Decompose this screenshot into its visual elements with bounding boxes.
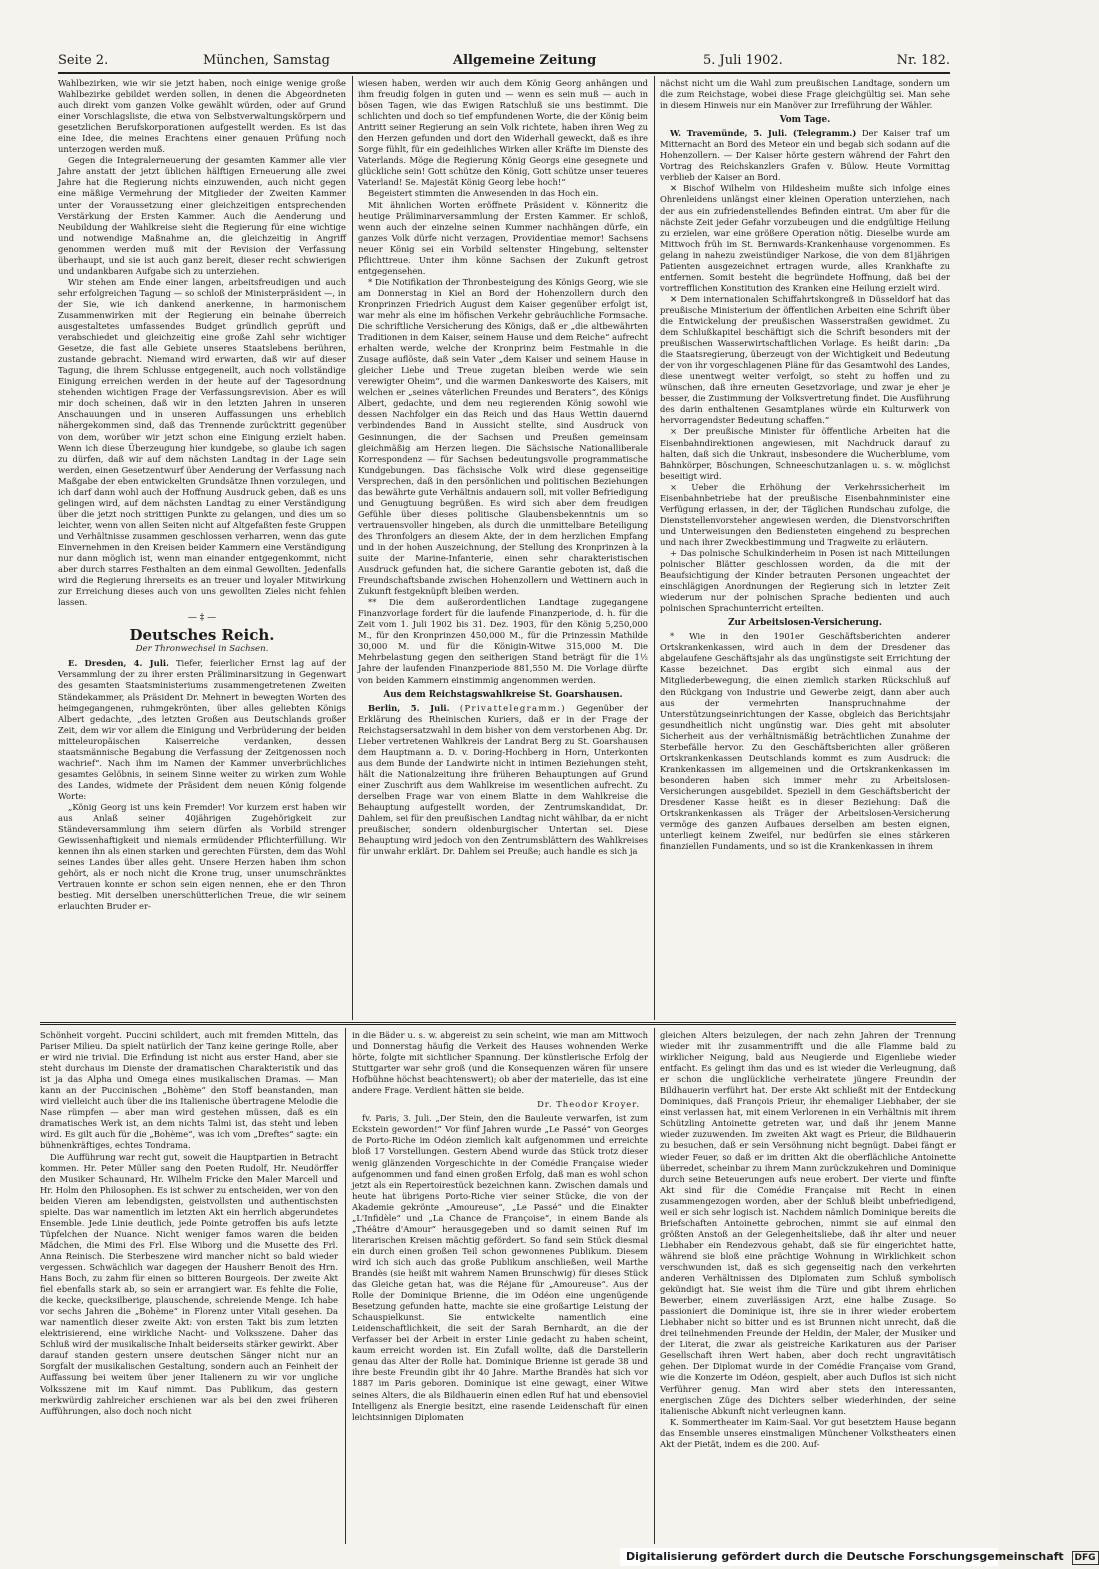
column-divider	[352, 76, 353, 1020]
col1-paragraph: Tiefer, feierlicher Ernst lag auf der Versammlung der zu ihrer ersten Präliminarsitzung in Gegenwart des gesamten Staatsministeriums zusammengetretenen Zweiten Ständekammer, als Präsident Dr. Mehnert in bewegten Worten des heimgegangenen, ruhmgekrönten, über alles geliebten Königs Albert gedachte, „des letzten Großen aus Deutschlands großer Zeit, dem wir vor allem die Einigung und Verbrüderung der beiden mitteleuropäischen Kaiserreiche verdanken, dessen staatsmännische Begabung die Verfassung der Zeitgenossen noch wachrief“. Nach ihm im Namen der Kammer unverbrüchliches gesamtes Gelöbnis, in seinem Sinne weiter zu wirken zum Wohle des Landes, widmete der Präsident dem neuen König folgende Worte:	[58, 658, 346, 801]
telegram-label: (Privattelegramm.)	[459, 702, 566, 713]
credit-text: Digitalisierung gefördert durch die Deutsche Forschungsgemeinschaft	[626, 1550, 1064, 1563]
article-heading: Vom Tage.	[779, 115, 831, 126]
issue-date: 5. Juli 1902.	[703, 53, 783, 68]
feuilleton-column-2	[352, 1030, 648, 1540]
col3-paragraph: ✕ Dem internationalen Schiffahrtskongreß in Düsseldorf hat das preußische Ministerium der öffentlichen Arbeiten eine Schrift über die Entwickelung der preußischen Wasserstraßen gewidmet. Zu dem Schlußkapitel beschäftigt sich die Schrift besonders mit der preußischen Wasserwirtschaftlichen Vorlage. Es heißt darin: „Da die Staatsregierung, überzeugt von der Wichtigkeit und Bedeutung der von ihr vorgeschlagenen Pläne für das Gesamtwohl des Landes, diese unentwegt weiter verfolgt, so steht zu hoffen und zu wünschen, daß ihre erneuten Gesetzvorlage, und zwar je eher je besser, die Zustimmung der Volksvertretung findet. Die Ausführung des darin enthaltenen Gesamtplanes würde ein Kulturwerk von hervorragendster Bedeutung schaffen.“	[660, 293, 950, 426]
dateline: Berlin, 5. Juli.	[368, 702, 450, 713]
feuilleton-paragraph: Die Aufführung war recht gut, soweit die Hauptpartien in Betracht kommen. Hr. Peter Müller sang den Poeten Rudolf, Hr. Neudörffer den Musiker Schaunard, Hr. Wilhelm Fricke den Maler Marcell und Hr. Holm den Philosophen. Es ist schwer zu entscheiden, wer von den beiden Vieren am lebendigsten, geistvollsten und authentischsten spielte. Das war namentlich im letzten Akt ein herrlich abgerundetes Ensemble. Jede Linie deutlich, jede Pointe getroffen bis aufs letzte Tüpfelchen der Nuance. Nicht weniger famos waren die beiden Mädchen, die Mimi des Frl. Else Wiborg und die Musette des Frl. Anna Reinisch. Die Sterbeszene wird mancher nicht so bald wieder vergessen. Schwächlich war dagegen der Hausherr Benoit des Hrn. Hans Boch, zu zahm für einen so bitteren Bourgeois. Der zweite Akt fiel ebenfalls stark ab, so sein er arrangiert war. Es fehlte die Folie, die kecke, quecksilberige, plauschende, schreiende Menge. Ich habe vor sechs Jahren die „Bohème“ in Florenz unter Vitali gesehen. Da war namentlich dieser zweite Akt: von ersten Takt bis zum letzten elektrisierend, eine wirkliche Nacht- und Volksszene. Daher das Schluß wird der musikalische Inhalt beiderseits stärker gewirkt. Aber darauf standen gestern unsere deutschen Sänger nicht nur an Sorgfalt der musikalischen Gestaltung, sondern auch an Feinheit der Auffassung bei weitem über jener Italienern zu wir vor ungliche Volksszene mit im Kauf nimmt. Das Publikum, das gestern merkwürdig zahlreicher erschienen war als bei den zwei früheren Aufführungen, also doch noch nicht	[40, 1151, 338, 1416]
col3-paragraph: + Das polnische Schulkinderheim in Posen ist nach Mitteilungen polnischer Blätter geschlossen worden, da die mit der Beaufsichtigung der Kinder betrauten Personen ungeachtet der einschlägigen Anordnungen der Regierung sich in letzter Zeit wiederum nur der polnischen Sprache bedienten und auch polnischen Sprachunterricht erteilten.	[660, 547, 950, 614]
section-title: Deutsches Reich.	[129, 626, 275, 645]
col2-paragraph: * Die Notifikation der Thronbesteigung des Königs Georg, wie sie am Donnerstag in Kiel an Bord der Hohenzollern durch den Kronprinzen Friedrich August dem Kaiser gegenüber erfolgt ist, war mehr als eine im höfischen Verkehr gebräuchliche Formsache. Die schriftliche Versicherung des Königs, daß er „die altbewährten Traditionen in dem Kaiser, seinem Hause und dem Reiche“ aufrecht erhalten werde, welche der Kronprinz beim Festmahle in die Zusage auflöste, daß sein Vater „dem Kaiser und seinem Hause in gleicher Liebe und Treue zugetan bleiben werde wie sein verewigter Oheim“, und die warmen Dankesworte des Kaisers, mit welchen er „seines väterlichen Freundes und Beraters“, des Königs Albert, gedachte, und dem neu regierenden König sowohl wie dessen Nachfolger ein das Reich und das Haus Wettin dauernd verbindendes Band in Aussicht stellte, sind Ausdruck von Gesinnungen, die der Sachsen und Preußen gemeinsam gleichmäßig am Herzen liegen. Die Sächsische Nationalliberale Korrespondenz — für Sachsen bedeutungsvolle programmatische Kundgebungen. Das fächsische Volk wird diese gegenseitige Versprechen, daß in den persönlichen und politischen Beziehungen das bewährte gute Verhältnis andauern soll, mit voller Befriedigung und Genugtuung begrüßen. Es wird sich aber dem freudigen Gefühle über dieses politische Glaubensbekenntnis um so vertrauensvoller hingeben, als durch die unmittelbare Beteiligung des Thronfolgers an diesem Akte, der in dem herzlichen Empfang und in der hohen Auszeichnung, der Stellung des Kronprinzen à la suite der Marine-Infanterie, einen sehr charakteristischen Ausdruck gefunden hat, die sichere Garantie geboten ist, daß die Freundschaftsbande zwischen Hohenzollern und Wettinern auch in Zukunft festgeknüpft bleiben werden.	[358, 276, 648, 597]
col2-paragraph: Mit ähnlichen Worten eröffnete Präsident v. Könneritz die heutige Präliminarversammlung der Ersten Kammer. Er schloß, wenn auch der einzelne seinen Kummer nachhängen dürfe, ein ganzes Volk dürfe nicht verzagen, Providentiae memor! Sachsens neuer König sei ein Vorbild seltenster Hingebung, seltenster Pflichttreue. Unter ihm könne Sachsen der Zukunft getrost entgegensehen.	[358, 199, 648, 276]
col3-paragraph: × Der preußische Minister für öffentliche Arbeiten hat die Eisenbahndirektionen angewiesen, mit Nachdruck darauf zu halten, daß sich die Unkraut, insbesondere die Wucherblume, vom Bahnkörper, Böschungen, Schneeschutzanlagen u. s. w. möglichst beseitigt wird.	[660, 426, 950, 481]
col2-paragraph: Gegenüber der Erklärung des Rheinischen Kuriers, daß er in der Frage der Reichstagsersatzwahl in dem bisher von dem verstorbenen Abg. Dr. Lieber vertretenen Wahlkreis der Landrat Berg zu St. Goarshausen dem Hauptmann a. D. v. Doring-Hochberg in Horn, Unterkonten aus dem Bunde der Landwirte nicht in intimen Beziehungen steht, hält die Nationalzeitung ihre früheren Behauptungen auf Grund einer Zuschrift aus dem Wahlkreise im wesentlichen aufrecht. Zu derselben Frage war von einem Blatte in dem Wahlkreise die Behauptung aufgestellt worden, der Zentrumskandidat, Dr. Dahlem, sei für den preußischen Landtag nicht wählbar, da er nicht preußischer, sondern oldenburgischer Untertan sei. Diese Behauptung wird jedoch von den Zentrumsblättern des Wahlkreises für unwahr erklärt. Dr. Dahlem sei Preuße; auch handle es sich ja	[358, 702, 648, 857]
column-divider	[654, 76, 655, 1020]
col3-paragraph: Der Kaiser traf um Mitternacht an Bord des Meteor ein und begab sich sodann auf die Hohenzollern. — Der Kaiser hörte gestern während der Fahrt den Vortrag des Reichskanzlers Grafen v. Bülow. Heute Vormittag verblieb der Kaiser an Bord.	[660, 128, 950, 183]
page-number: Seite 2.	[58, 53, 109, 68]
ornament-divider: — ‡ —	[187, 613, 217, 624]
col2-paragraph: ** Die dem außerordentlichen Landtage zugegangene Finanzvorlage fordert für die laufende Finanzperiode, d. h. für die Zeit vom 1. Juli 1902 bis 31. Dez. 1903, für den König 5,250,000 M., für den Kronprinzen 450,000 M., für die Prinzessin Mathilde 30,000 M. und für die Königin-Witwe 315,000 M. Die Mehrbelastung gegen den seitherigen Stand beträgt für die 1½ Jahre der laufenden Finanzperiode 881,550 M. Die Vorlage dürfte von beiden Kammern einstimmig angenommen werden.	[358, 597, 648, 685]
column-2	[358, 78, 648, 1016]
column-divider	[654, 1028, 655, 1544]
newspaper-title: Allgemeine Zeitung	[453, 53, 597, 68]
digitization-credit	[620, 1548, 1096, 1566]
feuilleton-divider	[40, 1022, 956, 1025]
col1-paragraph: Wahlbezirken, wie wir sie jetzt haben, noch einige wenige große Wahlbezirke gebildet werden sollen, in denen die Abgeordneten auch direkt vom ganzen Volke gewählt würden, oder auf Grund einer Vorschlagsliste, die etwa von Selbstverwaltungskörpern und gesetzlichen Berufskorporationen aufgestellt werden. Es ist das eine Idee, die meines Erachtens einer genauen Prüfung noch unterzogen werden muß.	[58, 78, 346, 155]
col3-paragraph: ✕ Bischof Wilhelm von Hildesheim mußte sich infolge eines Ohrenleidens unlängst einer kleinen Operation unterziehen, nach der aus ein zufriedenstellendes Befinden eintrat. Um aber für die nächste Zeit jeder Gefahr vorzubeugen und die endgültige Heilung zu erzielen, war eine größere Operation nötig. Dieselbe wurde am Mittwoch früh im St. Bernwards-Krankenhause vorgenommen. Es gelang in nahezu zweistündiger Narkose, die von dem 81jährigen Patienten ausgezeichnet ertragen wurde, alles Krankhafte zu entfernen. Somit besteht die begründete Hoffnung, daß bei der vortrefflichen Konstitution des Kranken eine Heilung erzielt wird.	[660, 183, 950, 293]
article-heading: Aus dem Reichstagswahlkreise St. Goarshausen.	[383, 689, 623, 700]
feuilleton-paragraph: K. Sommertheater im Kaim-Saal. Vor gut besetztem Hause begann das Ensemble unseres einstmaligen Münchener Volkstheaters einen Akt der Pietät, indem es die 200. Auf-	[660, 1416, 956, 1449]
feuilleton-paragraph: fv. Paris, 3. Juli. „Der Stein, den die Bauleute verwarfen, ist zum Eckstein geworden!“ Vor fünf Jahren wurde „Le Passé“ von Georges de Porto-Riche im Odéon ziemlich kalt aufgenommen und erreichte bloß 17 Vorstellungen. Gestern Abend wurde das Stück trotz dieser wenig glänzenden Vorgeschichte in der Comédie Française wieder aufgenommen und fand einen großen Erfolg, daß man es wohl schon jetzt als ein Repertoirestück bezeichnen kann. Zwischen damals und heute hat übrigens Porto-Riche vier seiner Stücke, die von der Akademie gekrönte „Amoureuse“, „Le Passé“ und die Einakter „L'Infidèle“ und „La Chance de Françoise“, in einem Bande als „Théâtre d'Amour“ herausgegeben und so damit seinen Ruf im literarischen Kreisen mächtig gefördert. So fand sein Stück diesmal ein durch einen großen Teil schon gewonnenes Publikum. Diesem wird ich sich auch das große Publikum anschließen, weil Marthe Brandès (sie heißt mit wahrem Namen Brunschwig) für dieses Stück das Gleiche getan hat, was die Réjane für „Amoureuse“. Aus der Rolle der Dominique Brienne, die im Odéon eine ungenügende Besetzung gefunden hatte, machte sie eine großartige Leistung der Schauspielkunst. Sie entwickelte namentlich eine Leidenschaftlichkeit, die seit der Sarah Bernhardt, an die der Verfasser bei der Arbeit in erster Linie gedacht zu haben scheint, kaum erreicht worden ist. Ein Zufall wollte, daß die Darstellerin genau das Alter der Rolle hat. Dominique Brienne ist gerade 38 und ihre beste Freundin gibt ihr 40 Jahre. Marthe Brandès hat sich vor 1887 im Paris geboren. Dominique ist eine gewagt, einer Witwe seines Alters, die als Bildhauerin einen edlen Ruf hat und ebensoviel Intelligenz als Energie besitzt, eine rasende Leidenschaft für einen leichtsinnigen Diplomaten	[352, 1113, 648, 1422]
column-divider	[345, 1028, 346, 1544]
col1-paragraph: Wir stehen am Ende einer langen, arbeitsfreudigen und auch sehr erfolgreichen Tagung — so schloß der Ministerpräsident —, in der Sie, wie ich dankend anerkenne, in harmonischem Zusammenwirken mit der Regierung ein beinahe überreich ausgestaltetes umfassendes Budget gründlich geprüft und verabschiedet und gleichzeitig eine große Zahl sehr wichtiger Gesetze, die fast alle Gebiete unseres Staatslebens berühren, zustande gebracht. Niemand wird erwarten, daß wir auf dieser Tagung, die ihrem Schlusse entgegeneilt, auch noch vollständige Einigung erreichen werden in der heute auf der Tagesordnung stehenden wichtigen Frage der Verfassungsrevision. Aber es will mir doch scheinen, daß wir in den letzten Jahren in unseren Anschauungen und in unseren Auffassungen uns erheblich nähergekommen sind, daß das Trennende zurücktritt gegenüber von dem, worüber wir jetzt schon eine Einigung erzielt haben. Wenn ich diese Überzeugung hier kundgebe, so glaube ich sagen zu dürfen, daß wir auf dem nächsten Landtag in der Lage sein werden, einen Gesetzentwurf über Aenderung der Verfassung nach Maßgabe der eben entwickelten Grundsätze Ihnen vorzulegen, und ich darf dann wohl auch der Hoffnung Ausdruck geben, daß es uns gelingen wird, auf dem nächsten Landtag zu einer Verständigung über die jetzt noch strittigen Punkte zu gelangen, und dies um so leichter, wenn von allen Seiten nicht auf Altgefaßten feste Gruppen und Verhältnisse zusammen geschlossen verharren, wenn das gute Einvernehmen in den Kreisen beider Kammern eine Verständigung nur dann möglich ist, wenn man einander entgegenkommt, nicht aber durch starres Festhalten an dem einmal Gewollten. Jedenfalls wird die Regierung ihrerseits es an treuer und loyaler Mitwirkung zur Erreichung dieses auch von uns gewollten Zieles nicht fehlen lassen.	[58, 276, 346, 608]
page-header	[58, 50, 950, 72]
header-rule	[58, 72, 950, 74]
column-1	[58, 78, 346, 1016]
col3-paragraph: * Wie in den 1901er Geschäftsberichten anderer Ortskrankenkassen, wird auch in dem der Dresdener das abgelaufene Geschäftsjahr als das ungünstigste seit Errichtung der Kasse bezeichnet. Das ergibt sich einmal aus der Mitgliederbewegung, die einen ziemlich starken Rückschluß auf den Rückgang von Industrie und Gewerbe zeigt, dann aber auch aus der vermehrten Inanspruchnahme der Unterstützungseinrichtungen der Kasse, obgleich das Berichtsjahr gesundheitlich nicht ungünstig war. Dies geht mit absoluter Sicherheit aus der verhältnismäßig beträchtlichen Zunahme der Sterbefälle hervor. Zu den Geschäftsberichten aller größeren Ortskrankenkassen Deutschlands kommt es zum Ausdruck: die Krankenkassen im allgemeinen und die Ortskrankenkassen im besonderen haben sich immer mehr zu Arbeitslosen-Versicherungen ausgebildet. Speziell in dem Geschäftsbericht der Dresdener Kasse heißt es in dieser Beziehung: Daß die Ortskrankenkassen als Träger der Arbeitslosen-Versicherung vermöge des ganzen Aufbaues derselben am besten eignen, unterliegt keinem Zweifel, nur bedürfen sie eines stärkeren finanziellen Fundaments, und so ist die Krankenkassen in ihrem	[660, 631, 950, 852]
feuilleton-paragraph: Schönheit vorgeht. Puccini schildert, auch mit fremden Mitteln, das Pariser Milieu. Da spielt natürlich der Tanz keine geringe Rolle, aber er wird nie trivial. Die Erfindung ist nicht aus erster Hand, aber sie steht durchaus im Dienste der dramatischen Charakteristik und das ist ja das Alpha und Omega eines musikalischen Dramas. — Man kann an der Puccinischen „Bohème“ den Stoff beanstanden, man wird vielleicht auch über die ins Italienische übertragene Melodie die Nase rümpfen — aber man wird gestehen müssen, daß es ein dramatisches Werk ist, an dem nichts Talmi ist, das steht und leben wird. Es gilt auch für die „Bohème“, was ich vom „Dreftes“ sagte: ein bühnenkräftiges, echtes Tondrama.	[40, 1030, 338, 1151]
col1-paragraph: Gegen die Integralerneuerung der gesamten Kammer alle vier Jahre anstatt der jetzt üblichen hälftigen Erneuerung alle zwei Jahre hat die Regierung nichts einzuwenden, auch nicht gegen eine mäßige Vermehrung der Mitglieder der Zweiten Kammer unter der Voraussetzung einer gleichzeitigen entsprechenden Verstärkung der Ersten Kammer. Auch die Aenderung und Neubildung der Wahlkreise sieht die Regierung für eine wichtige und notwendige Maßnahme an, die gleichzeitig in Angriff genommen werden muß mit der Revision der Verfassung überhaupt, und sie ist auch ganz bereit, dieser recht schwierigen und undankbaren Aufgabe sich zu unterziehen.	[58, 155, 346, 276]
col3-paragraph: × Ueber die Erhöhung der Verkehrssicherheit im Eisenbahnbetriebe hat der preußische Eisenbahnminister eine Verfügung erlassen, in der, der Täglichen Rundschau zufolge, die Dienststellenvorsteher angewiesen werden, die Dienstvorschriften und Unterweisungen den Bediensteten eingehend zu besprechen und nach ihrer Zweckbestimmung und Tragweite zu erläutern.	[660, 481, 950, 547]
author-signature: Dr. Theodor Kroyer.	[537, 1099, 640, 1110]
feuilleton-column-1	[40, 1030, 338, 1540]
dfg-logo-icon: DFG	[1072, 1551, 1099, 1565]
feuilleton-paragraph: gleichen Alters beizulegen, der nach zehn Jahren der Trennung wieder mit ihr zusammentrifft und die alle Flamme bald zu wirklicher Neigung, bald aus Neugierde und Eigenliebe wieder entfacht. Es gelingt ihm das und es ist wieder die Verleugnung, daß er schon die unglückliche verheiratete jüngere Freundin der Bildhauerin verführt hat. Der erste Akt schließt mit der Entdeckung Dominiques, daß François Prieur, ihr ehemaliger Liebhaber, der sie einst verlassen hat, mit einem Verlorenen in ein Verhältnis mit ihrem Schützling Antoinette getreten war, und daß ihr jenem Manne wieder zuzuwenden. Im zweiten Akt wagt es Prieur, die Bildhauerin zu besuchen, daß er sein Versöhnung nicht begnügt. Dabei fängt er wieder Feuer, so daß er im dritten Akt die oberflächliche Antoinette überredet, scheinbar zu ihrem Mann zurückzukehren und Dominique durch seine Beteuerungen aufs neue erobert. Der vierte und fünfte Akt sind für die Comédie Française mit Recht in einen zusammengezogen worden, aber der Schluß bleibt unbefriedigend, weil er sich sehr logisch ist. Nachdem nämlich Dominique bereits die Briefschaften Antoinette gebrochen, nimmt sie auf einmal den größten Anstoß an der Gelegenheitsliebe, daß ihr alter und neuer Liebhaber ein Rendezvous gehabt, daß sie für eingerichtet hatte, während sie bloß eine prächtige Wohnung in Wirklichkeit schon verschwunden ist, daß es sich gegenseitig nach den verkehrten anderen Verhältnissen des Diplomaten zum Schluß symbolisch gekündigt hat. Sie weist ihm die Türe und gibt ihrem ehrlichen Bewerber, einem zuverlässigen Arzt, eine halbe Zusage. So passioniert die Dominique ist, ihre sie in ihrer wieder erobertem Liebhaber nicht so bitter und es ist Brunnen nicht unrecht, daß die drei teilnehmenden Freunde der Heldin, der Maler, der Musiker und der Literat, die zwar als geistreiche Karikaturen aus der Pariser Gesellschaft ihren Wert haben, aber doch recht ungravitätisch gehen. Der Diplomat wurde in der Comédie Française vom Grand, wie die Konzerte im Odéon, gespielt, aber auch Duflos ist sich nicht Verführer genug. Man wird aber stets den interessanten, energischen Züge des Dichters selber wiederhinden, der seine italienische Abkunft nicht verleugnen kann.	[660, 1030, 956, 1416]
col2-paragraph: Begeistert stimmten die Anwesenden in das Hoch ein.	[368, 188, 599, 199]
feuilleton-column-3	[660, 1030, 956, 1540]
col1-paragraph: „König Georg ist uns kein Fremder! Vor kurzem erst haben wir aus Anlaß seiner 40jährigen Zugehörigkeit zur Ständeversammlung ihm seiern dürfen als Vorbild strenger Gewissenhaftigkeit und niemals ermüdender Pflichterfüllung. Wir kennen ihn als einen starken und gerechten Fürsten, dem das Wohl seines Landes über alles geht. Unsere Herzen haben ihm schon gehört, als er noch nicht die Krone trug, unser unumschränktes Vertrauen konnte er schon sein eigen nennen, ehe er den Thron bestieg. Mit derselben unerschütterlichen Treue, die wir seinem erlauchten Bruder er-	[58, 802, 346, 912]
col2-paragraph: wiesen haben, werden wir auch dem König Georg anhängen und ihm freudig folgen in guten und — wenn es sein muß — auch in bösen Tagen, wie das Ewigen Ratschluß sie uns bestimmt. Die schlichten und doch so tief empfundenen Worte, die der König beim Antritt seiner Regierung an sein Volk richtete, haben ihren Weg zu den Herzen gefunden und dort den Widerhall geweckt, daß es ihre Sorge fühlt, für ein gedeihliches Wirken aller Kräfte im Dienste des Vaterlands. Möge die Regierung König Georgs eine gesegnete und glückliche sein! Gott schütze den König, Gott schütze unser teueres Vaterland! Se. Majestät König Georg lebe hoch!“	[358, 78, 648, 188]
dateline: E. Dresden, 4. Juli.	[68, 658, 169, 669]
section-subtitle: Der Thronwechsel in Sachsen.	[135, 644, 269, 655]
dateline: W. Travemünde, 5. Juli. (Telegramm.)	[670, 128, 857, 139]
issue-number: Nr. 182.	[896, 53, 950, 68]
feuilleton-paragraph: in die Bäder u. s. w. abgereist zu sein scheint, wie man am Mittwoch und Donnerstag häufig die Verkeit des Hauses wohnenden Werke hörte, folgte mit sichtlicher Spannung. Der künstlerische Erfolg der Stuttgarter war sehr groß (und die Konsequenzen wären für unsere Hofbühne höchst beachtenswert); ob aber der materielle, das ist eine andere Frage. Verdient hätten sie beide.	[352, 1030, 648, 1096]
place-day: München, Samstag	[203, 53, 330, 68]
article-heading: Zur Arbeitslosen-Versicherung.	[728, 618, 882, 629]
col3-paragraph: nächst nicht um die Wahl zum preußischen Landtage, sondern um die zum Reichstage, wobei diese Frage gleichgültig sei. Man sehe in diesem Hinweis nur ein Manöver zur Irreführung der Wähler.	[660, 78, 950, 111]
column-3	[660, 78, 950, 1016]
